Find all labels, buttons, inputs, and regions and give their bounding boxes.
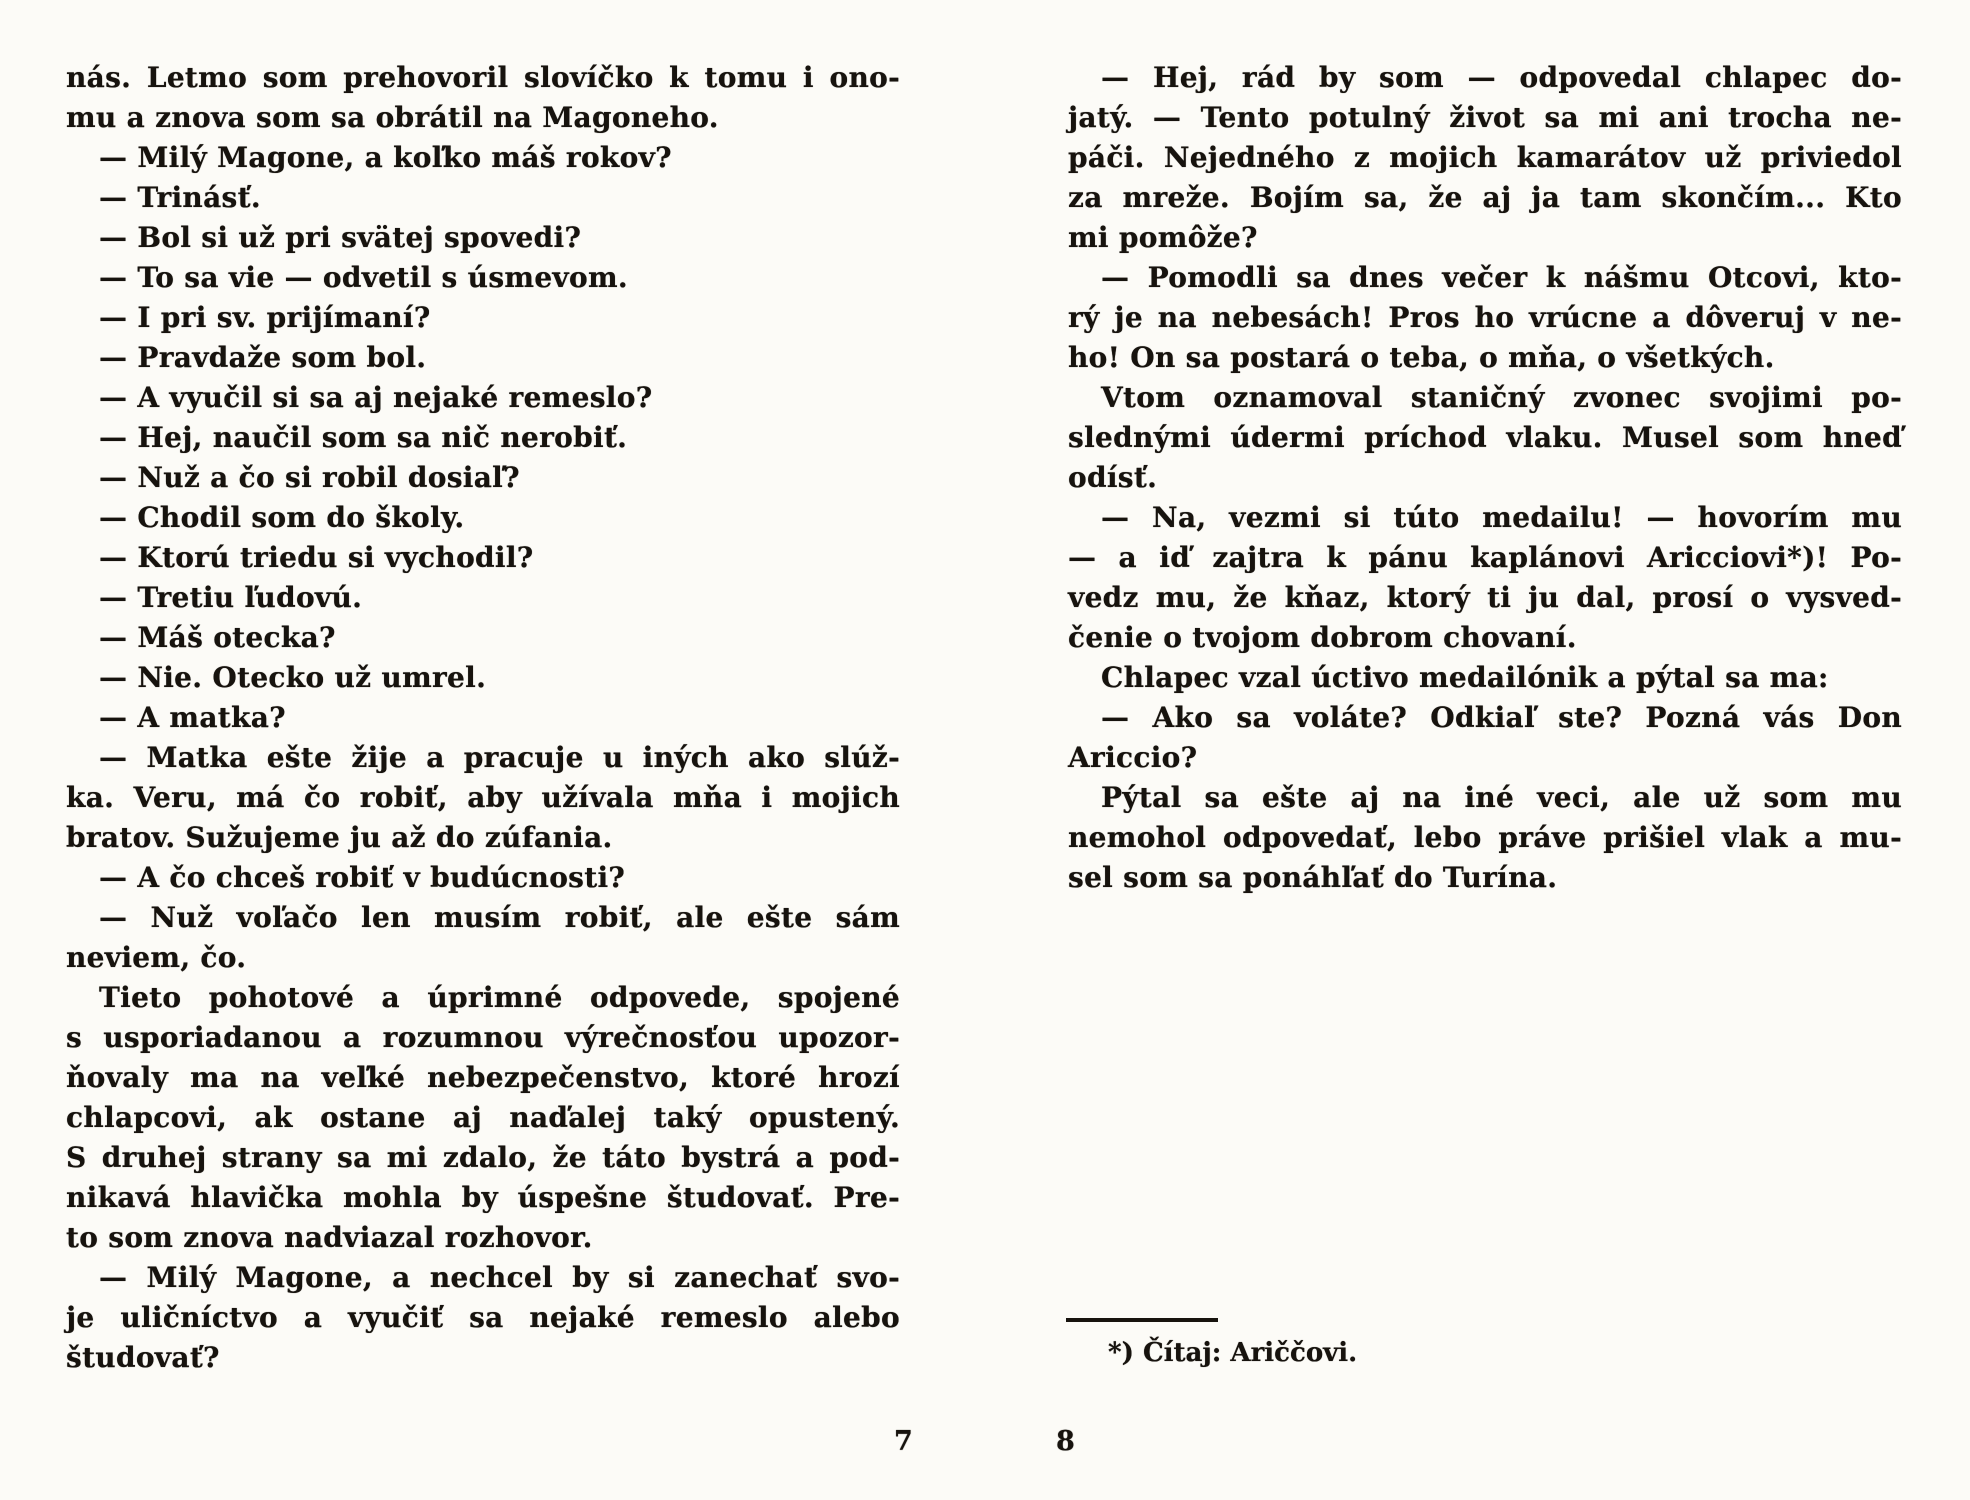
text-line: s usporiadanou a rozumnou výrečnosťou upozor- (66, 1021, 900, 1054)
text-line: — Na, vezmi si túto medailu! — hovorím mu (1101, 501, 1902, 534)
text-line: — A matka? (99, 701, 286, 734)
text-line: — Nie. Otecko už umrel. (99, 661, 487, 694)
text-line: nikavá hlavička mohla by úspešne študovať. Pre- (66, 1181, 900, 1214)
footnote-divider-rule (1066, 1318, 1218, 1322)
text-line: neviem, čo. (66, 941, 247, 974)
page-number-left: 7 (894, 1426, 913, 1457)
text-line: nás. Letmo som prehovoril slovíčko k tomu i ono- (66, 61, 900, 94)
text-line: mi pomôže? (1068, 221, 1258, 254)
text-line: ňovaly ma na veľké nebezpečenstvo, ktoré hrozí (66, 1061, 900, 1094)
text-line: sel som sa ponáhľať do Turína. (1068, 861, 1558, 894)
text-line: nemohol odpovedať, lebo práve prišiel vlak a mu- (1068, 821, 1902, 854)
text-line: je uličníctvo a vyučiť sa nejaké remeslo alebo (66, 1301, 900, 1334)
text-line: Vtom oznamoval staničný zvonec svojimi po- (1101, 381, 1902, 414)
text-line: — Pravdaže som bol. (99, 341, 427, 374)
text-line: Tieto pohotové a úprimné odpovede, spojené (99, 981, 900, 1014)
right-page-text-column (1068, 58, 1902, 898)
footnote-text: *) Čítaj: Ariččovi. (1108, 1338, 1358, 1368)
text-line: — Trinásť. (99, 181, 261, 214)
text-line: Chlapec vzal úctivo medailónik a pýtal sa ma: (1101, 661, 1829, 694)
text-line: — A vyučil si sa aj nejaké remeslo? (99, 381, 653, 414)
text-line: — a iď zajtra k pánu kaplánovi Aricciovi*)! Po- (1068, 541, 1902, 574)
text-line: študovať? (66, 1341, 220, 1374)
text-line: čenie o tvojom dobrom chovaní. (1068, 621, 1577, 654)
text-line: — Milý Magone, a koľko máš rokov? (99, 141, 672, 174)
text-line: — Ktorú triedu si vychodil? (99, 541, 534, 574)
text-line: — Hej, rád by som — odpovedal chlapec do- (1101, 61, 1902, 94)
text-line: za mreže. Bojím sa, že aj ja tam skončím... Kto (1068, 181, 1902, 214)
text-line: — Bol si už pri svätej spovedi? (99, 221, 582, 254)
text-line: — Tretiu ľudovú. (99, 581, 363, 614)
page-number-right: 8 (1056, 1426, 1075, 1457)
text-line: odísť. (1068, 461, 1158, 494)
text-line: slednými údermi príchod vlaku. Musel som hneď (1068, 421, 1902, 454)
text-line: — Ako sa voláte? Odkiaľ ste? Pozná vás Don (1101, 701, 1902, 734)
text-line: — Nuž a čo si robil dosiaľ? (99, 461, 520, 494)
text-line: — Chodil som do školy. (99, 501, 465, 534)
text-line: chlapcovi, ak ostane aj naďalej taký opustený. (66, 1101, 900, 1134)
text-line: — Pomodli sa dnes večer k nášmu Otcovi, kto- (1101, 261, 1902, 294)
text-line: — Milý Magone, a nechcel by si zanechať svo- (99, 1261, 900, 1294)
text-line: — To sa vie — odvetil s úsmevom. (99, 261, 628, 294)
text-line: — Matka ešte žije a pracuje u iných ako slúž- (99, 741, 900, 774)
text-line: jatý. — Tento potulný život sa mi ani trocha ne- (1068, 101, 1902, 134)
text-line: mu a znova som sa obrátil na Magoneho. (66, 101, 719, 134)
text-line: vedz mu, že kňaz, ktorý ti ju dal, prosí o vysved- (1068, 581, 1902, 614)
text-line: — Máš otecka? (99, 621, 336, 654)
text-line: S druhej strany sa mi zdalo, že táto bystrá a pod- (66, 1141, 900, 1174)
text-line: — I pri sv. prijímaní? (99, 301, 431, 334)
text-line: — Hej, naučil som sa nič nerobiť. (99, 421, 628, 454)
left-page-text-column (66, 58, 900, 1378)
text-line: — A čo chceš robiť v budúcnosti? (99, 861, 626, 894)
text-line: páči. Nejedného z mojich kamarátov už priviedol (1068, 141, 1902, 174)
text-line: rý je na nebesách! Pros ho vrúcne a dôveruj v ne- (1068, 301, 1902, 334)
text-line: ho! On sa postará o teba, o mňa, o všetkých. (1068, 341, 1775, 374)
text-line: ka. Veru, má čo robiť, aby užívala mňa i mojich (66, 781, 900, 814)
text-line: Pýtal sa ešte aj na iné veci, ale už som mu (1101, 781, 1902, 814)
text-line: Ariccio? (1068, 741, 1198, 774)
text-line: bratov. Sužujeme ju až do zúfania. (66, 821, 613, 854)
text-line: to som znova nadviazal rozhovor. (66, 1221, 593, 1254)
text-line: — Nuž voľačo len musím robiť, ale ešte sám (99, 901, 900, 934)
